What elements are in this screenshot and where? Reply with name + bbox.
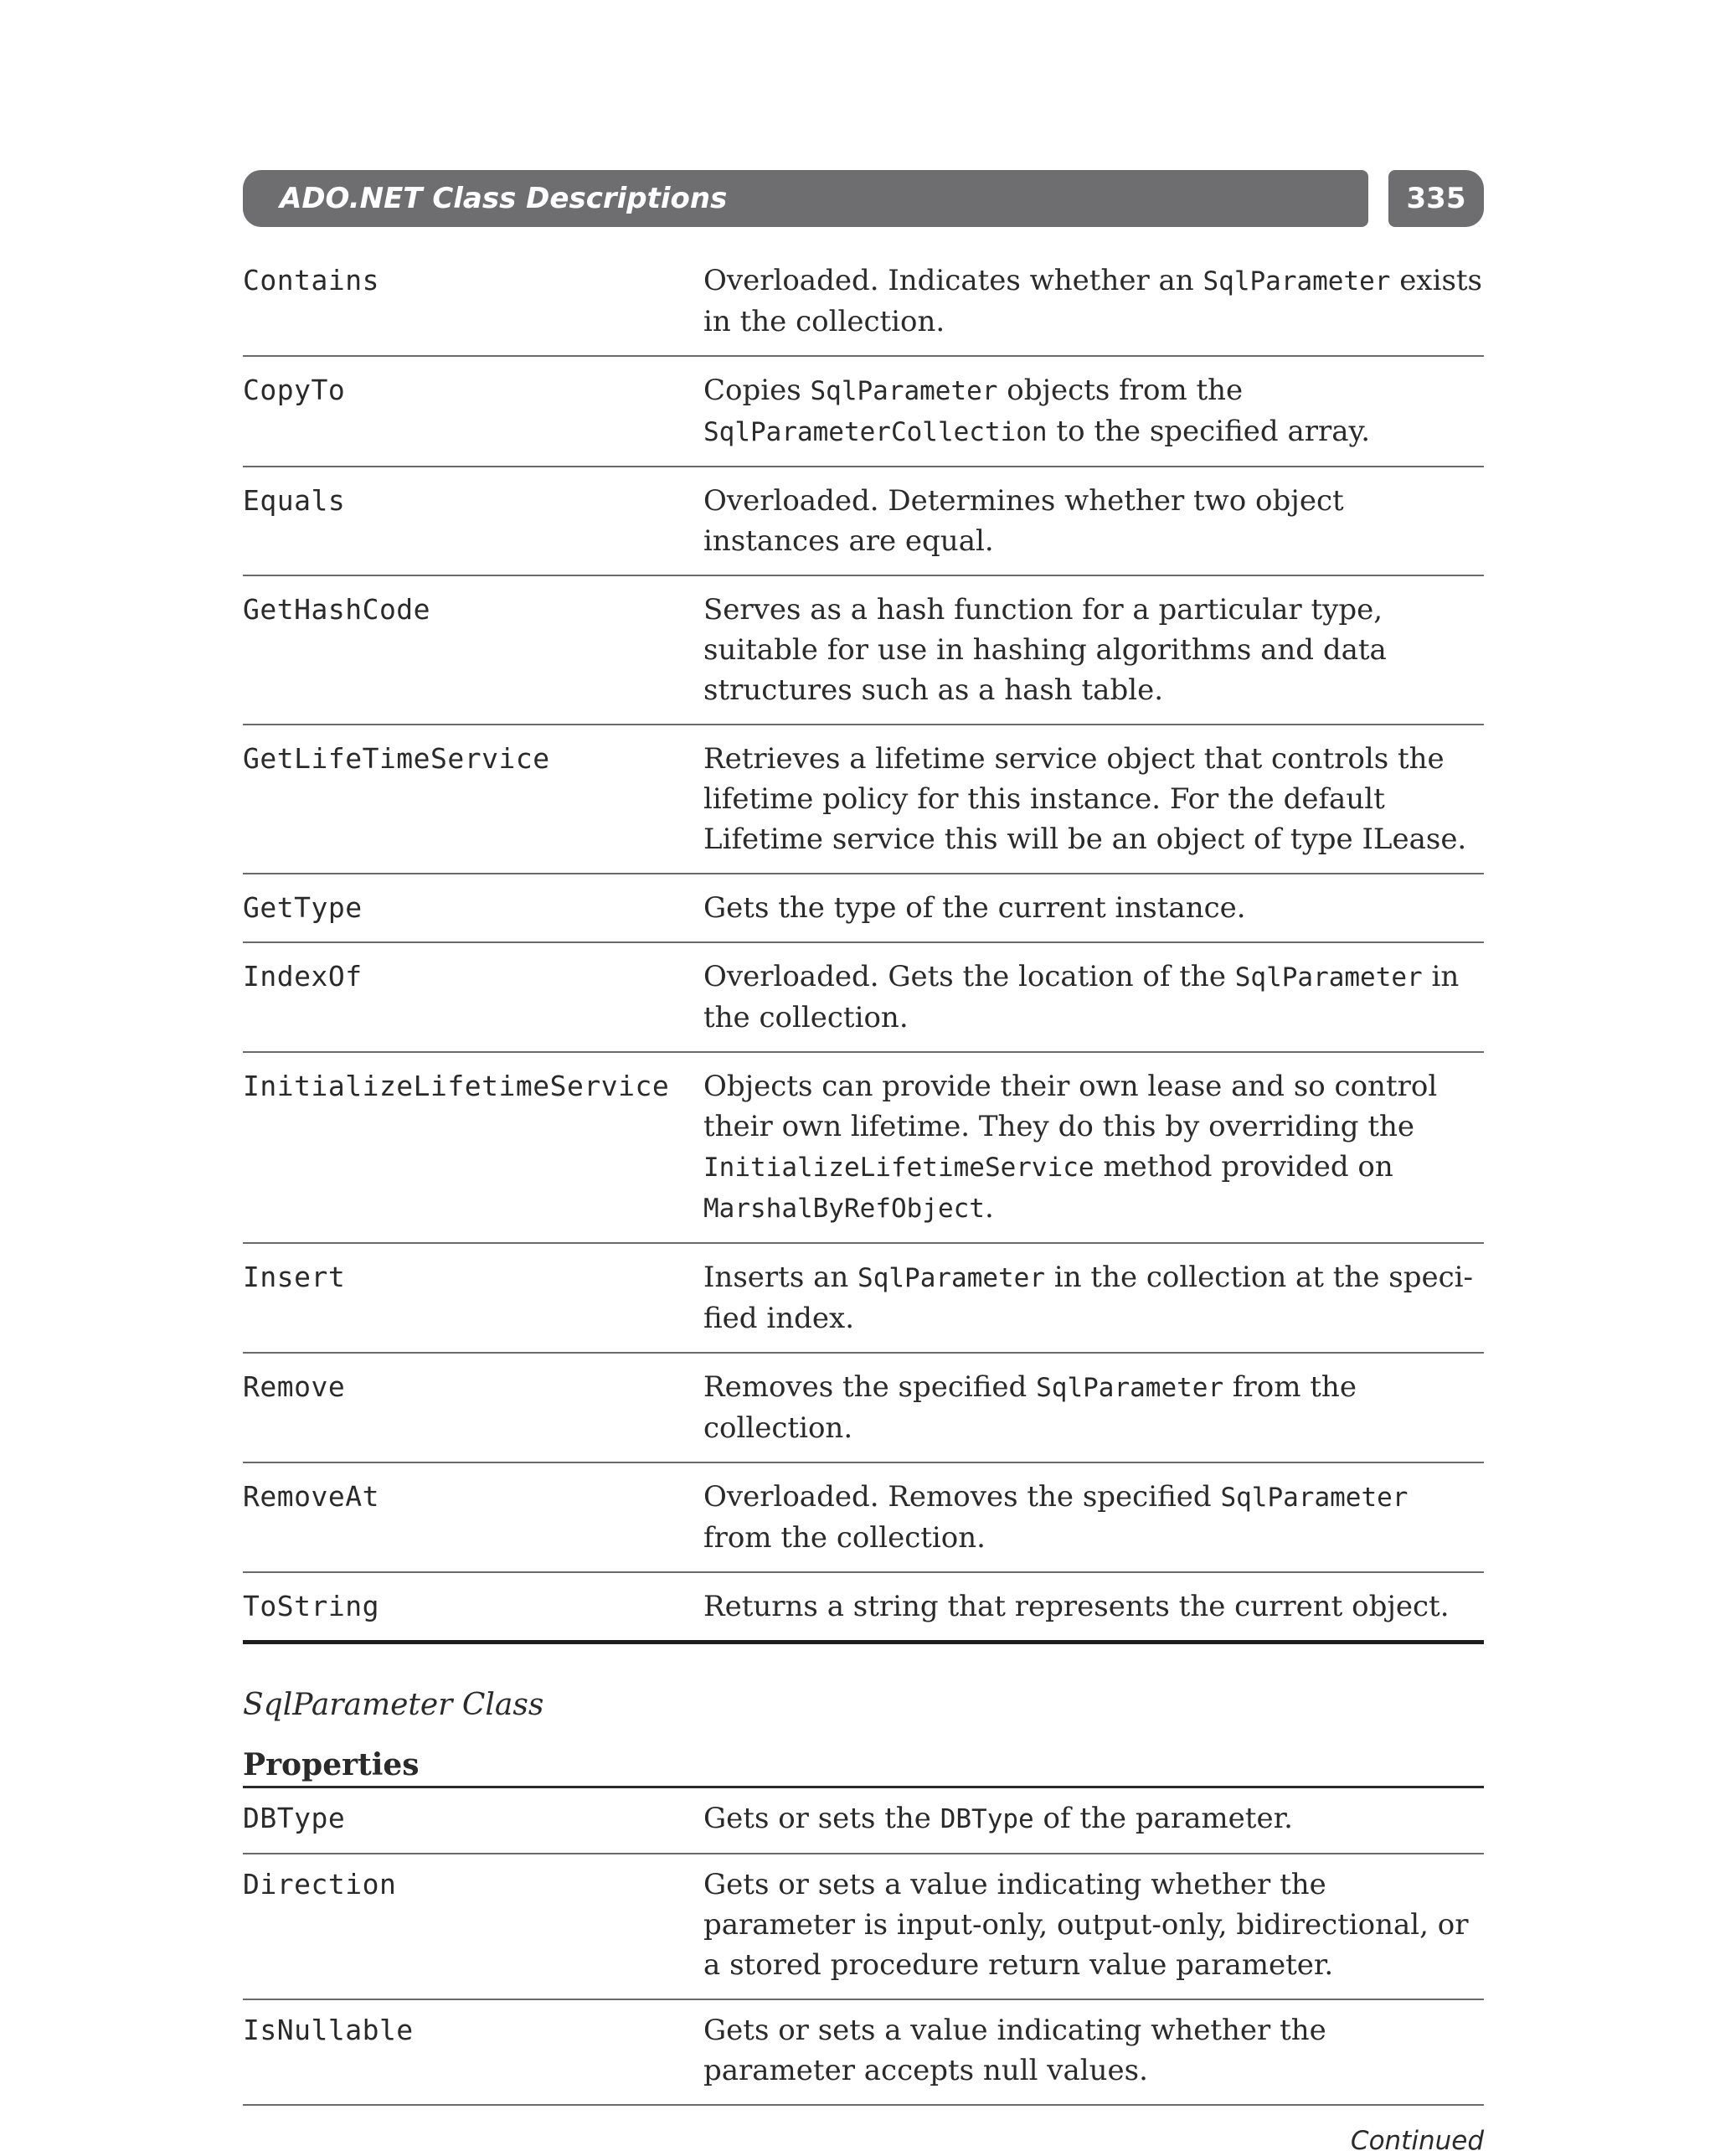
table-row bbox=[243, 1999, 1484, 2105]
member-name: Equals bbox=[243, 467, 703, 575]
member-description: Serves as a hash function for a particular type, suitable for use in hashing algorithms and data structures such as a hash table. bbox=[703, 575, 1484, 725]
member-name: GetLifeTimeService bbox=[243, 725, 703, 874]
table-row bbox=[243, 575, 1484, 725]
table-row bbox=[243, 356, 1484, 467]
page-number: 335 bbox=[1406, 182, 1466, 215]
member-description: Overloaded. Gets the location of the SqlParameter in the collection. bbox=[703, 942, 1484, 1052]
member-description: Gets or sets the DBType of the parameter. bbox=[703, 1788, 1484, 1854]
member-description: Copies SqlParameter objects from the SqlParameterCollection to the specified array. bbox=[703, 356, 1484, 467]
table-row bbox=[243, 725, 1484, 874]
table-row bbox=[243, 467, 1484, 575]
member-name: DBType bbox=[243, 1788, 703, 1854]
member-description: Overloaded. Determines whether two object instances are equal. bbox=[703, 467, 1484, 575]
table-row bbox=[243, 1353, 1484, 1462]
table-row bbox=[243, 1572, 1484, 1643]
table-row bbox=[243, 247, 1484, 356]
properties-heading: Properties bbox=[243, 1747, 1484, 1788]
properties-table bbox=[243, 1788, 1484, 2106]
table-row bbox=[243, 1788, 1484, 1854]
member-description: Removes the specified SqlParameter from the collection. bbox=[703, 1353, 1484, 1462]
continued-label: Continued bbox=[1350, 2126, 1484, 2156]
table-row bbox=[243, 1052, 1484, 1243]
member-name: RemoveAt bbox=[243, 1462, 703, 1572]
member-name: IndexOf bbox=[243, 942, 703, 1052]
member-description: Retrieves a lifetime service object that controls the lifetime policy for this instance. For the default Lifetime service this will be an object of type ILease. bbox=[703, 725, 1484, 874]
member-description: Gets or sets a value indicating whether the parameter is input-only, output-only, bidirectional, or a stored procedure return value parameter. bbox=[703, 1854, 1484, 1999]
methods-table bbox=[243, 247, 1484, 1644]
table-row bbox=[243, 942, 1484, 1052]
table-row bbox=[243, 1462, 1484, 1572]
member-name: CopyTo bbox=[243, 356, 703, 467]
member-name: Remove bbox=[243, 1353, 703, 1462]
member-name: GetHashCode bbox=[243, 575, 703, 725]
member-description: Returns a string that represents the current object. bbox=[703, 1590, 1450, 1623]
member-description: Gets the type of the current instance. bbox=[703, 874, 1484, 942]
running-header bbox=[243, 170, 1484, 227]
member-description: Gets or sets a value indicating whether the parameter accepts null values. bbox=[703, 1999, 1484, 2105]
member-name: Direction bbox=[243, 1854, 703, 1999]
header-bar bbox=[243, 170, 1368, 227]
member-name: IsNullable bbox=[243, 1999, 703, 2105]
table-row bbox=[243, 874, 1484, 942]
member-name: GetType bbox=[243, 874, 703, 942]
header-title: ADO.NET Class Descriptions bbox=[280, 182, 728, 215]
member-description: Overloaded. Removes the specified SqlParameter from the collection. bbox=[703, 1462, 1484, 1572]
member-description: Objects can provide their own lease and so control their own lifetime. They do this by overriding the InitializeLifetimeService method provided on MarshalByRefObject. bbox=[703, 1052, 1484, 1243]
table-row bbox=[243, 1243, 1484, 1353]
page-number-box bbox=[1388, 170, 1484, 227]
table-row bbox=[243, 1854, 1484, 1999]
page bbox=[243, 170, 1484, 2156]
member-name: Contains bbox=[243, 247, 703, 356]
member-name: ToString bbox=[243, 1590, 379, 1622]
member-description: Overloaded. Indicates whether an SqlParameter exists in the collection. bbox=[703, 247, 1484, 356]
section-title: SqlParameter Class bbox=[243, 1688, 544, 1722]
member-name: InitializeLifetimeService bbox=[243, 1052, 703, 1243]
member-name: Insert bbox=[243, 1243, 703, 1353]
member-description: Inserts an SqlParameter in the collection at the specified index. bbox=[703, 1243, 1484, 1353]
